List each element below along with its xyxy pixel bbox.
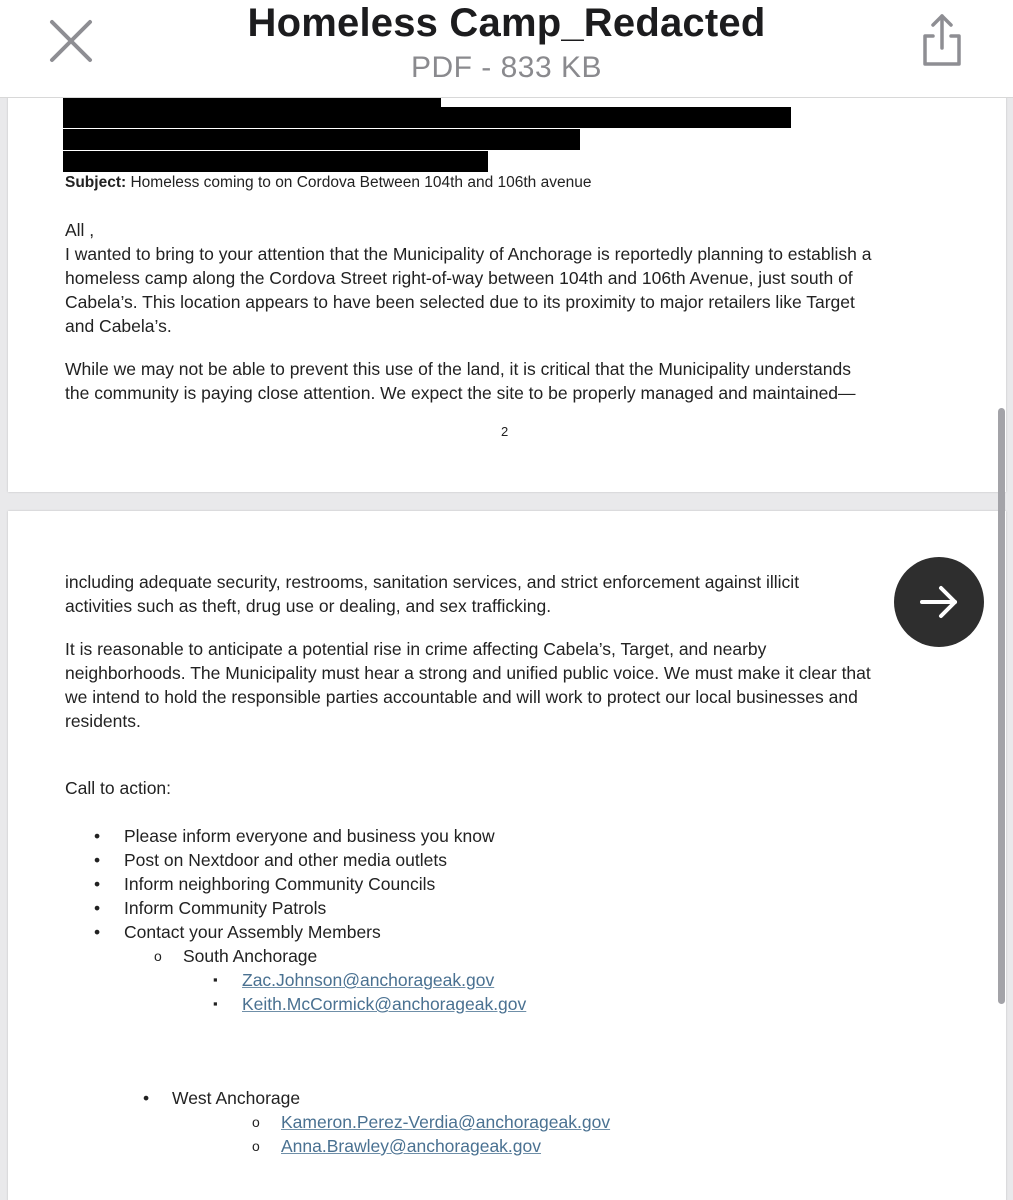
paragraph-line: and Cabela’s. bbox=[65, 316, 172, 336]
document-title: Homeless Camp_Redacted bbox=[247, 1, 766, 45]
paragraph-line: activities such as theft, drug use or dealing, and sex trafficking. bbox=[65, 596, 552, 616]
redacted-block bbox=[63, 107, 791, 128]
bullet-disc-marker: • bbox=[94, 898, 101, 918]
greeting: All , bbox=[65, 220, 95, 240]
bullet-disc-marker: • bbox=[94, 826, 101, 846]
share-icon bbox=[915, 12, 969, 70]
paragraph-line: the community is paying close attention. We expect the site to be properly managed and maintained— bbox=[65, 383, 856, 403]
redacted-block bbox=[63, 129, 580, 150]
bullet-square-marker: ▪ bbox=[213, 996, 218, 1011]
action-item: Post on Nextdoor and other media outlets bbox=[124, 850, 447, 870]
bullet-circle-marker: o bbox=[252, 1138, 260, 1154]
bullet-disc-marker: • bbox=[94, 922, 101, 942]
west-anchorage-label: West Anchorage bbox=[172, 1088, 301, 1108]
paragraph-expectation bbox=[65, 357, 965, 405]
share-button[interactable] bbox=[915, 12, 969, 70]
pdf-page-3 bbox=[8, 511, 1006, 1200]
bullet-disc-marker: • bbox=[143, 1088, 150, 1108]
bullet-square-marker: ▪ bbox=[213, 972, 218, 987]
paragraph-line: I wanted to bring to your attention that the Municipality of Anchorage is reportedly planning to establish a bbox=[65, 244, 872, 264]
call-to-action-heading: Call to action: bbox=[65, 778, 172, 798]
bullet-circle-marker: o bbox=[252, 1114, 260, 1130]
paragraph-line: It is reasonable to anticipate a potential rise in crime affecting Cabela’s, Target, and nearby bbox=[65, 639, 767, 659]
page-number: 2 bbox=[501, 424, 509, 439]
pdf-page-2 bbox=[8, 60, 1006, 492]
paragraph-line: we intend to hold the responsible parties accountable and will work to protect our local businesses and bbox=[65, 687, 858, 707]
redacted-block bbox=[63, 151, 488, 172]
email-link-kameron-perez-verdia[interactable]: Kameron.Perez-Verdia@anchorageak.gov bbox=[281, 1112, 611, 1132]
paragraph-line: homeless camp along the Cordova Street right-of-way between 104th and 106th Avenue, just south of bbox=[65, 268, 853, 288]
bullet-circle-marker: o bbox=[154, 948, 162, 964]
bullet-disc-marker: • bbox=[94, 874, 101, 894]
paragraph-line: Cabela’s. This location appears to have been selected due to its proximity to major retailers like Target bbox=[65, 292, 855, 312]
paragraph-line: including adequate security, restrooms, sanitation services, and strict enforcement against illicit bbox=[65, 572, 800, 592]
paragraph-continuation bbox=[65, 570, 965, 618]
scrollbar[interactable] bbox=[998, 408, 1005, 1004]
document-meta: PDF - 833 KB bbox=[410, 51, 603, 84]
subject-label: Subject: bbox=[65, 174, 127, 191]
south-anchorage-label: South Anchorage bbox=[183, 946, 318, 966]
paragraph-line: neighborhoods. The Municipality must hear a strong and unified public voice. We must make it clear that bbox=[65, 663, 871, 683]
email-link-anna-brawley[interactable]: Anna.Brawley@anchorageak.gov bbox=[281, 1136, 542, 1156]
action-item: Please inform everyone and business you know bbox=[124, 826, 495, 846]
action-item: Contact your Assembly Members bbox=[124, 922, 381, 942]
email-link-zac-johnson[interactable]: Zac.Johnson@anchorageak.gov bbox=[242, 970, 495, 990]
action-item: Inform Community Patrols bbox=[124, 898, 327, 918]
arrow-right-icon bbox=[919, 582, 959, 622]
next-page-button[interactable] bbox=[894, 557, 984, 647]
action-item: Inform neighboring Community Councils bbox=[124, 874, 436, 894]
paragraph-crime bbox=[65, 637, 965, 733]
paragraph-intro bbox=[65, 242, 965, 338]
subject-text: Homeless coming to on Cordova Between 104th and 106th avenue bbox=[130, 174, 592, 191]
bullet-disc-marker: • bbox=[94, 850, 101, 870]
paragraph-line: residents. bbox=[65, 711, 141, 731]
subject-line bbox=[65, 171, 591, 195]
email-link-keith-mccormick[interactable]: Keith.McCormick@anchorageak.gov bbox=[242, 994, 527, 1014]
paragraph-line: While we may not be able to prevent this use of the land, it is critical that the Municipality understands bbox=[65, 359, 851, 379]
viewer-header bbox=[0, 0, 1013, 98]
